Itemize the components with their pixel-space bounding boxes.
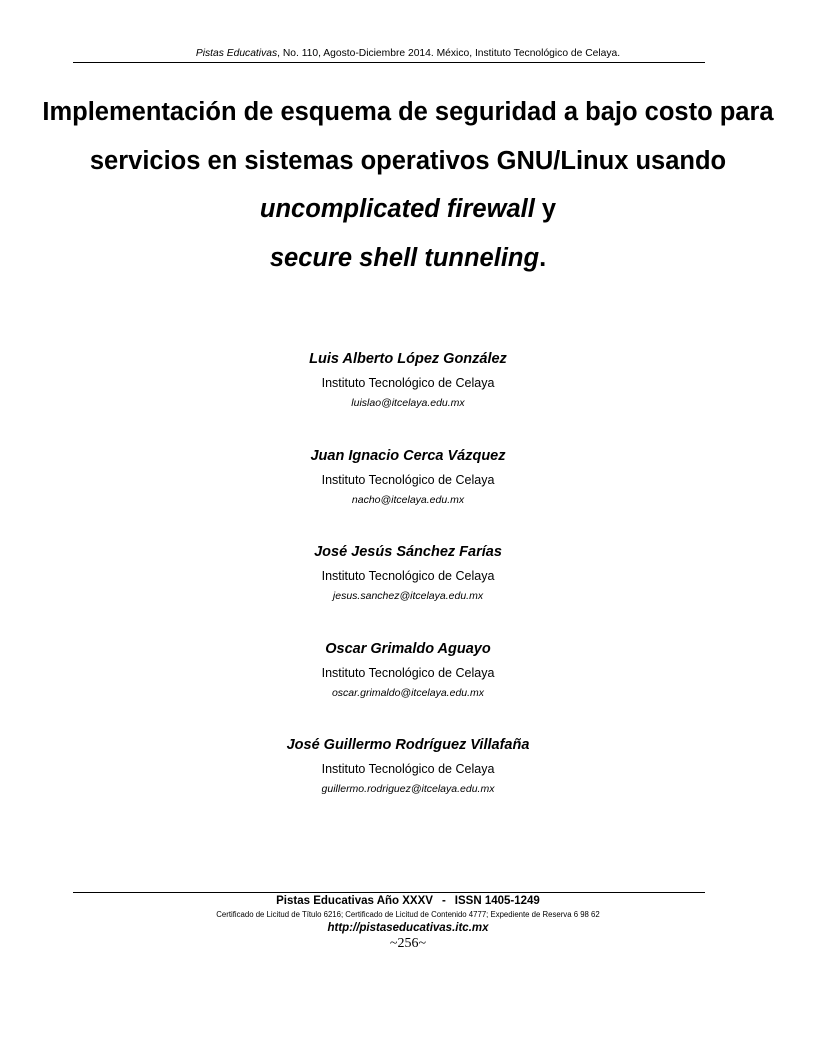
author-list	[0, 350, 816, 833]
header-journal-name: Pistas Educativas	[195, 48, 278, 59]
author-block	[0, 543, 816, 640]
author-block	[0, 447, 816, 544]
author-email[interactable]: guillermo.rodriguez@itcelaya.edu.mx	[321, 783, 495, 795]
author-institution: Instituto Tecnológico de Celaya	[321, 762, 495, 776]
title-italic-ufw: uncomplicated firewall	[259, 195, 535, 223]
author-block	[0, 640, 816, 737]
author-email[interactable]: oscar.grimaldo@itcelaya.edu.mx	[331, 686, 485, 699]
footer-certificates: Certificado de Licitud de Título 6216; Certificado de Licitud de Contenido 4777; Expediente de Reserva 6 98 62	[216, 910, 600, 919]
page-number: ~256~	[389, 936, 427, 951]
title-text-part-1: Implementación de esquema de seguridad a bajo costo para servicios en sistemas operativos GNU/Linux usando	[42, 98, 774, 175]
paper-title	[40, 88, 776, 282]
author-institution: Instituto Tecnológico de Celaya	[321, 472, 495, 487]
footer-separator: -	[441, 895, 446, 907]
title-text-part-2: y	[534, 195, 557, 223]
footer-journal-year: Pistas Educativas Año XXXV	[276, 895, 433, 907]
author-name: José Guillermo Rodríguez Villafaña	[286, 737, 530, 753]
title-text-part-3: .	[539, 243, 547, 272]
author-name: Juan Ignacio Cerca Vázquez	[310, 447, 506, 464]
header-rule	[73, 62, 705, 63]
running-header	[0, 48, 816, 59]
author-institution: Instituto Tecnológico de Celaya	[321, 665, 495, 680]
author-block	[0, 350, 816, 447]
footer-issn: ISSN 1405-1249	[454, 895, 540, 907]
footer-rule	[73, 892, 705, 893]
header-citation: , No. 110, Agosto-Diciembre 2014. México, Instituto Tecnológico de Celaya.	[277, 48, 621, 59]
author-name: Oscar Grimaldo Aguayo	[325, 640, 491, 657]
author-email[interactable]: nacho@itcelaya.edu.mx	[351, 493, 465, 506]
footer-journal-line	[0, 894, 816, 908]
footer-url-link[interactable]: http://pistaseducativas.itc.mx	[327, 922, 489, 934]
author-email[interactable]: luislao@itcelaya.edu.mx	[351, 397, 465, 409]
author-institution: Instituto Tecnológico de Celaya	[321, 569, 495, 583]
author-name: Luis Alberto López González	[309, 351, 507, 367]
author-institution: Instituto Tecnológico de Celaya	[321, 376, 495, 390]
author-name: José Jesús Sánchez Farías	[314, 544, 502, 560]
title-italic-ssh: secure shell tunneling	[269, 243, 540, 272]
author-block	[0, 736, 816, 833]
page-footer	[0, 894, 816, 953]
author-email[interactable]: jesus.sanchez@itcelaya.edu.mx	[332, 590, 484, 602]
